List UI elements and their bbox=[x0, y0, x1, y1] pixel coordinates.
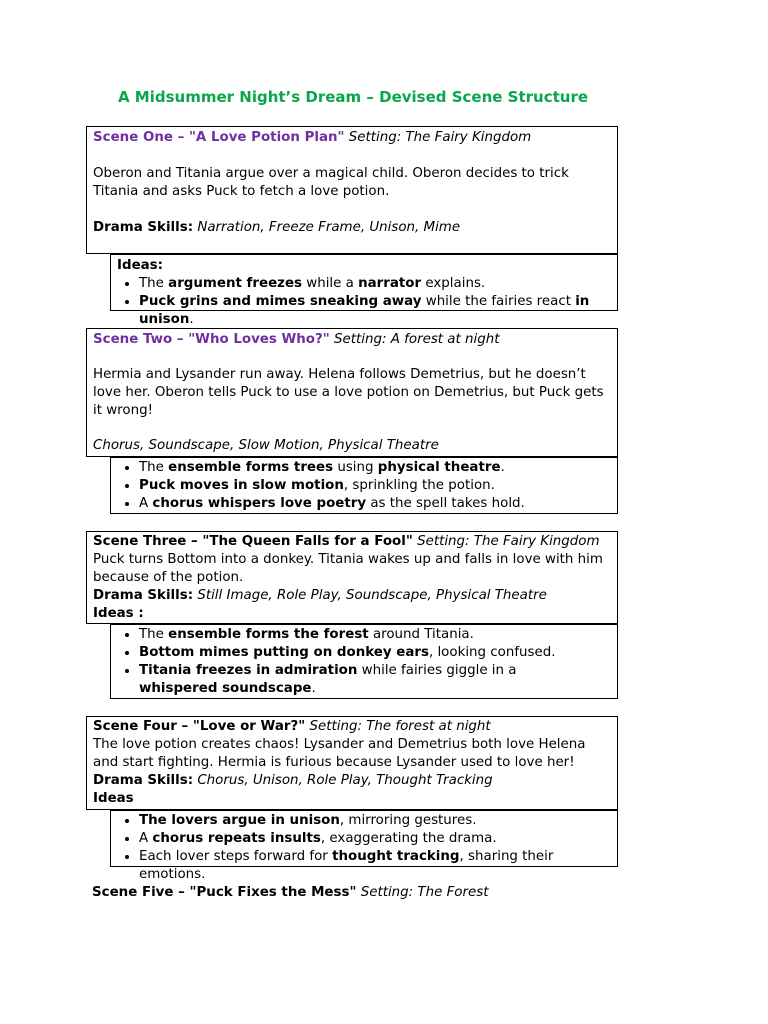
scene-two-setting: Setting: A forest at night bbox=[334, 332, 500, 347]
scene-one-box bbox=[86, 126, 618, 254]
scene-four-ideas-list bbox=[115, 812, 613, 884]
scene-one-skills-line bbox=[93, 219, 611, 237]
scene-three-heading: Scene Three – "The Queen Falls for a Fool" bbox=[93, 534, 413, 549]
scene-five-heading: Scene Five – "Puck Fixes the Mess" bbox=[92, 885, 357, 900]
list-item bbox=[139, 662, 613, 698]
list-item bbox=[139, 275, 613, 293]
scene-two-ideas-box bbox=[110, 457, 618, 514]
item-text: The bbox=[139, 460, 169, 475]
scene-one-skills: Narration, Freeze Frame, Unison, Mime bbox=[197, 220, 461, 235]
scene-five-heading-line bbox=[92, 884, 488, 902]
list-item bbox=[139, 477, 613, 495]
item-text: Each lover steps forward for bbox=[139, 849, 333, 864]
item-bold: argument freezes bbox=[168, 276, 302, 291]
item-text: , exaggerating the drama. bbox=[320, 831, 497, 846]
scene-three-skills: Still Image, Role Play, Soundscape, Physical Theatre bbox=[197, 588, 547, 603]
scene-one-ideas-box bbox=[110, 254, 618, 327]
item-bold: Puck grins and mimes sneaking away bbox=[139, 294, 422, 309]
document-title: A Midsummer Night’s Dream – Devised Scene Structure bbox=[117, 88, 589, 106]
list-item bbox=[139, 293, 613, 329]
scene-three-body: Puck turns Bottom into a donkey. Titania wakes up and falls in love with him because of the potion. bbox=[93, 552, 603, 585]
item-text: while the fairies react bbox=[421, 294, 576, 309]
scene-five-setting: Setting: The Forest bbox=[360, 885, 489, 900]
scene-two-body: Hermia and Lysander run away. Helena follows Demetrius, but he doesn’t love her. Oberon tells Puck to use a love potion on Demetrius, but Puck gets it wrong! bbox=[93, 367, 604, 418]
scene-one-heading: Scene One – "A Love Potion Plan" bbox=[93, 130, 345, 145]
scene-one-ideas-heading bbox=[115, 257, 613, 275]
scene-two-skills: Chorus, Soundscape, Slow Motion, Physical Theatre bbox=[93, 438, 439, 453]
scene-three-setting: Setting: The Fairy Kingdom bbox=[417, 534, 600, 549]
item-bold: Bottom mimes putting on donkey ears bbox=[139, 645, 429, 660]
scene-four-setting: Setting: The forest at night bbox=[309, 719, 491, 734]
item-bold: chorus repeats insults bbox=[152, 831, 321, 846]
scene-three-ideas-box bbox=[110, 624, 618, 699]
item-text: using bbox=[333, 460, 378, 475]
scene-four-skills-line bbox=[93, 772, 611, 790]
item-bold: chorus whispers love poetry bbox=[152, 496, 367, 511]
scene-four-ideas-box bbox=[110, 810, 618, 882]
item-bold: thought tracking bbox=[332, 849, 460, 864]
item-bold: narrator bbox=[358, 276, 422, 291]
item-text: . bbox=[500, 460, 505, 475]
scene-four-skills: Chorus, Unison, Role Play, Thought Tracking bbox=[197, 773, 493, 788]
item-bold: Puck moves in slow motion bbox=[139, 478, 344, 493]
item-text: The bbox=[139, 627, 169, 642]
scene-one-body: Oberon and Titania argue over a magical child. Oberon decides to trick Titania and asks Puck to fetch a love potion. bbox=[93, 166, 569, 199]
item-text: explains. bbox=[421, 276, 486, 291]
scene-one-skills-label: Drama Skills: bbox=[93, 220, 194, 235]
list-item bbox=[139, 848, 613, 884]
scene-three-skills-line bbox=[93, 587, 611, 605]
scene-two-heading-line bbox=[93, 331, 611, 349]
item-text: around Titania. bbox=[368, 627, 474, 642]
list-item bbox=[139, 644, 613, 662]
scene-three-ideas-heading bbox=[93, 605, 611, 623]
item-bold: in unison bbox=[139, 294, 590, 327]
scene-two-box bbox=[86, 328, 618, 457]
scene-two-heading: Scene Two – "Who Loves Who?" bbox=[93, 332, 330, 347]
scene-three-box bbox=[86, 531, 618, 624]
scene-four-ideas-label: Ideas bbox=[93, 791, 134, 806]
list-item bbox=[139, 495, 613, 513]
item-text: while fairies giggle in a bbox=[357, 663, 517, 678]
scene-one-heading-line bbox=[93, 129, 611, 147]
item-text: A bbox=[139, 831, 153, 846]
item-bold: The lovers argue in unison bbox=[139, 813, 340, 828]
item-bold: whispered soundscape bbox=[139, 681, 312, 696]
scene-three-ideas-list bbox=[115, 626, 613, 698]
scene-one-setting: Setting: The Fairy Kingdom bbox=[348, 130, 532, 145]
item-text: as the spell takes hold. bbox=[366, 496, 525, 511]
item-text: The bbox=[139, 276, 169, 291]
scene-four-box bbox=[86, 716, 618, 810]
item-bold: physical theatre bbox=[377, 460, 501, 475]
list-item bbox=[139, 830, 613, 848]
list-item bbox=[139, 459, 613, 477]
scene-three-heading-line bbox=[93, 533, 611, 551]
scene-four-body: The love potion creates chaos! Lysander and Demetrius both love Helena and start fighting. Hermia is furious because Lysander used to love her! bbox=[93, 737, 586, 770]
item-text: , looking confused. bbox=[428, 645, 556, 660]
item-text: A bbox=[139, 496, 153, 511]
list-item bbox=[139, 812, 613, 830]
item-text: . bbox=[311, 681, 316, 696]
list-item bbox=[139, 626, 613, 644]
scene-three-ideas-label: Ideas : bbox=[93, 606, 144, 621]
scene-two-skills-line bbox=[93, 437, 611, 455]
item-text: . bbox=[189, 312, 194, 327]
item-text: , sprinkling the potion. bbox=[343, 478, 495, 493]
scene-three-skills-label: Drama Skills: bbox=[93, 588, 194, 603]
scene-one-ideas-label: Ideas: bbox=[117, 258, 164, 273]
item-text: , mirroring gestures. bbox=[339, 813, 477, 828]
item-bold: Titania freezes in admiration bbox=[139, 663, 358, 678]
item-bold: ensemble forms trees bbox=[168, 460, 334, 475]
item-text: while a bbox=[302, 276, 359, 291]
scene-four-heading: Scene Four – "Love or War?" bbox=[93, 719, 306, 734]
scene-one-ideas-list bbox=[115, 275, 613, 329]
scene-four-heading-line bbox=[93, 718, 611, 736]
scene-four-skills-label: Drama Skills: bbox=[93, 773, 194, 788]
item-text: , sharing their emotions. bbox=[139, 849, 554, 882]
scene-four-ideas-heading bbox=[93, 790, 611, 808]
item-bold: ensemble forms the forest bbox=[168, 627, 369, 642]
scene-two-ideas-list bbox=[115, 459, 613, 513]
